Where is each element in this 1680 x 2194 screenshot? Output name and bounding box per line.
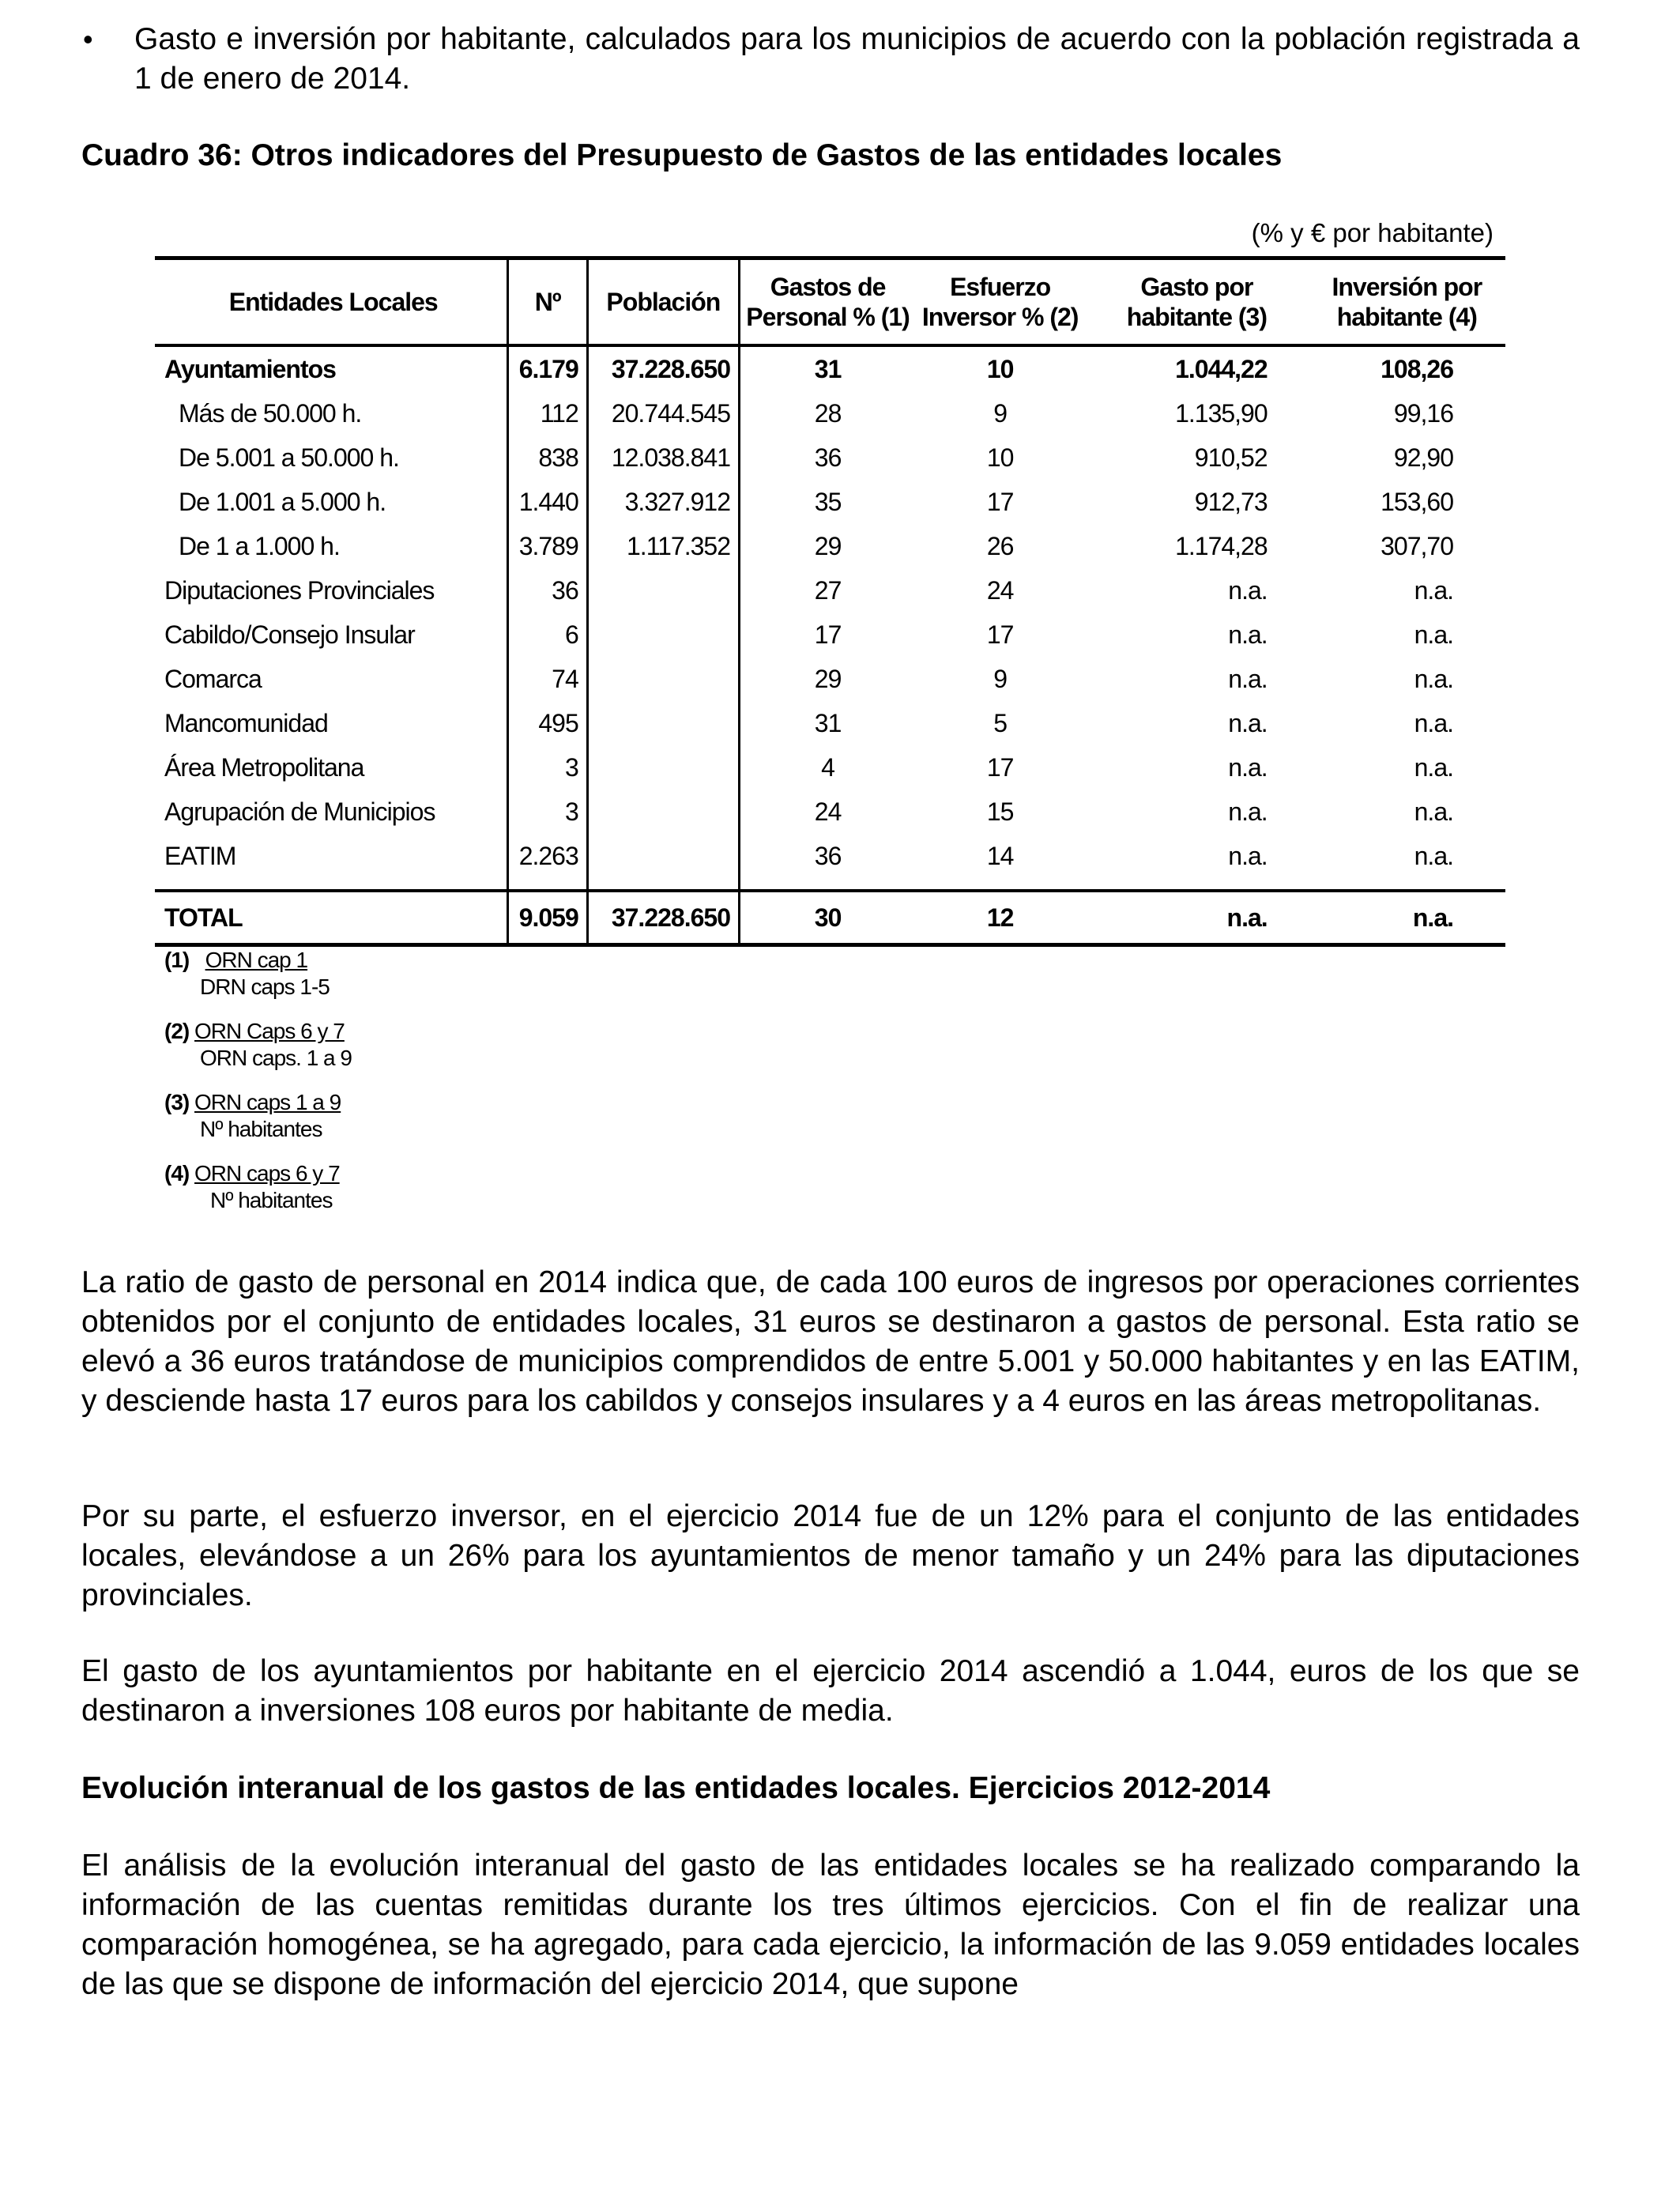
row-numero: 3: [508, 790, 587, 834]
row-name: Área Metropolitana: [164, 753, 364, 782]
row-gasto-hab: 910,52: [1194, 443, 1268, 472]
table-row: [155, 834, 1505, 878]
row-gasto-hab: n.a.: [1228, 576, 1268, 605]
row-gastos-personal: 17: [814, 620, 842, 649]
row-esfuerzo: 5: [993, 709, 1008, 737]
row-gasto-hab: n.a.: [1228, 753, 1268, 782]
row-poblacion: [587, 568, 739, 613]
total-inversion-hab: n.a.: [1309, 891, 1505, 945]
total-numero: 9.059: [508, 891, 587, 945]
row-esfuerzo: 14: [986, 842, 1014, 870]
header-entidades: Entidades Locales: [155, 258, 508, 346]
row-numero: 1.440: [508, 480, 587, 524]
row-gasto-hab: 912,73: [1194, 488, 1268, 516]
table-row: [155, 701, 1505, 745]
row-gasto-hab: 1.135,90: [1175, 399, 1268, 428]
row-numero: 6.179: [508, 345, 587, 391]
table-row: [155, 480, 1505, 524]
row-esfuerzo: 26: [986, 532, 1014, 560]
footnote-number: (2): [164, 1019, 190, 1043]
footnote-numerator: ORN cap 1: [205, 948, 308, 972]
row-gastos-personal: 36: [814, 842, 842, 870]
header-esfuerzo-line1: Esfuerzo: [950, 273, 1051, 301]
indicators-table: [155, 256, 1505, 947]
row-inversion-hab: n.a.: [1414, 797, 1453, 826]
footnote-numerator: ORN caps 6 y 7: [194, 1161, 340, 1186]
row-gasto-hab: n.a.: [1228, 620, 1268, 649]
row-gasto-hab: n.a.: [1228, 797, 1268, 826]
paragraph-personal-ratio: La ratio de gasto de personal en 2014 indica que, de cada 100 euros de ingresos por operaciones corrientes obtenidos por el conjunto de entidades locales, 31 euros se destinaron a gastos de personal. Esta ratio se elevó a 36 euros tratándose de municipios comprendidos de entre 5.001 y 50.000 habitantes y en las EATIM, y desciende hasta 17 euros para los cabildos y consejos insulares y a 4 euros en las áreas metropolitanas.: [81, 1265, 1580, 1418]
header-esfuerzo-line2: Inversor % (2): [921, 303, 1079, 331]
row-esfuerzo: 17: [986, 488, 1014, 516]
row-esfuerzo: 17: [986, 753, 1014, 782]
table-total-row: [155, 891, 1505, 945]
footnote-numerator: ORN Caps 6 y 7: [194, 1019, 345, 1043]
row-poblacion: 20.744.545: [587, 391, 739, 435]
footnote-1: [164, 947, 480, 1001]
table-row: [155, 745, 1505, 790]
row-gasto-hab: n.a.: [1228, 709, 1268, 737]
footnote-denominator: DRN caps 1-5: [200, 974, 330, 999]
table-title: Cuadro 36: Otros indicadores del Presupuesto de Gastos de las entidades locales: [81, 138, 1283, 172]
row-poblacion: [587, 834, 739, 878]
intro-bullet-text: Gasto e inversión por habitante, calculados para los municipios de acuerdo con la población registrada a 1 de enero de 2014.: [134, 22, 1580, 96]
paragraph-gasto-habitante: El gasto de los ayuntamientos por habitante en el ejercicio 2014 ascendió a 1.044, euros de los que se destinaron a inversiones 108 euros por habitante de media.: [81, 1654, 1580, 1728]
row-inversion-hab: 99,16: [1393, 399, 1453, 428]
total-gasto-hab: n.a.: [1085, 891, 1309, 945]
table-row: [155, 435, 1505, 480]
header-gasto-habitante: [1085, 258, 1309, 346]
row-esfuerzo: 9: [993, 399, 1008, 428]
row-inversion-hab: n.a.: [1414, 620, 1453, 649]
row-numero: 2.263: [508, 834, 587, 878]
footnote-2: [164, 1018, 480, 1072]
total-name: TOTAL: [155, 891, 508, 945]
row-numero: 495: [508, 701, 587, 745]
row-name: De 1.001 a 5.000 h.: [179, 488, 386, 516]
footnote-denominator: Nº habitantes: [200, 1117, 322, 1141]
row-gastos-personal: 24: [814, 797, 842, 826]
footnote-numerator: ORN caps 1 a 9: [194, 1090, 341, 1114]
units-note: (% y € por habitante): [1251, 218, 1494, 247]
table-row: [155, 345, 1505, 391]
row-inversion-hab: 92,90: [1393, 443, 1453, 472]
table-header-row: [155, 258, 1505, 346]
table-row: [155, 391, 1505, 435]
row-gastos-personal: 27: [814, 576, 842, 605]
row-name: Diputaciones Provinciales: [164, 576, 435, 605]
row-inversion-hab: n.a.: [1414, 709, 1453, 737]
footnote-number: (1): [164, 948, 190, 972]
row-numero: 3.789: [508, 524, 587, 568]
row-poblacion: 37.228.650: [587, 345, 739, 391]
row-gastos-personal: 35: [814, 488, 842, 516]
table-row: [155, 657, 1505, 701]
header-inversion-hab-line1: Inversión por: [1332, 273, 1482, 301]
bullet-dot-icon: •: [83, 23, 93, 55]
row-gastos-personal: 29: [814, 665, 842, 693]
row-poblacion: [587, 745, 739, 790]
row-name: Más de 50.000 h.: [179, 399, 362, 428]
row-numero: 6: [508, 613, 587, 657]
section-heading: Evolución interanual de los gastos de las entidades locales. Ejercicios 2012-2014: [81, 1771, 1271, 1805]
row-inversion-hab: 307,70: [1381, 532, 1453, 560]
row-inversion-hab: n.a.: [1414, 753, 1453, 782]
row-name: Mancomunidad: [164, 709, 328, 737]
row-gasto-hab: n.a.: [1228, 665, 1268, 693]
total-poblacion: 37.228.650: [587, 891, 739, 945]
row-gasto-hab: 1.174,28: [1175, 532, 1268, 560]
header-gasto-hab-line2: habitante (3): [1126, 303, 1267, 331]
row-name: Ayuntamientos: [164, 355, 336, 383]
table-row: [155, 568, 1505, 613]
paragraph-evolucion: El análisis de la evolución interanual del gasto de las entidades locales se ha realizado comparando la información de las cuentas remitidas durante los tres últimos ejercicios. Con el fin de realizar una comparación homogénea, se ha agregado, para cada ejercicio, la información de las 9.059 entidades locales de las que se dispone de información del ejercicio 2014, que supone: [81, 1849, 1580, 2001]
row-poblacion: [587, 701, 739, 745]
row-name: Comarca: [164, 665, 262, 693]
row-inversion-hab: 153,60: [1381, 488, 1453, 516]
row-gasto-hab: 1.044,22: [1175, 355, 1268, 383]
row-name: De 5.001 a 50.000 h.: [179, 443, 399, 472]
header-inversion-hab-line2: habitante (4): [1336, 303, 1477, 331]
row-esfuerzo: 24: [986, 576, 1014, 605]
header-numero: Nº: [508, 258, 587, 346]
row-poblacion: [587, 657, 739, 701]
total-gastos-personal: 30: [739, 891, 915, 945]
table-separator-row: [155, 878, 1505, 891]
row-numero: 838: [508, 435, 587, 480]
footnote-denominator: ORN caps. 1 a 9: [200, 1046, 352, 1070]
row-name: EATIM: [164, 842, 236, 870]
row-gastos-personal: 36: [814, 443, 842, 472]
row-gastos-personal: 31: [814, 355, 842, 383]
row-name: Agrupación de Municipios: [164, 797, 435, 826]
row-gastos-personal: 4: [821, 753, 834, 782]
row-gastos-personal: 28: [814, 399, 842, 428]
row-esfuerzo: 9: [993, 665, 1008, 693]
row-numero: 3: [508, 745, 587, 790]
row-poblacion: [587, 790, 739, 834]
table-row: [155, 524, 1505, 568]
row-gastos-personal: 31: [814, 709, 842, 737]
row-poblacion: 1.117.352: [587, 524, 739, 568]
header-gastos-personal: [739, 258, 915, 346]
header-gastos-personal-line1: Gastos de: [770, 273, 886, 301]
row-poblacion: 12.038.841: [587, 435, 739, 480]
intro-bullet: [81, 20, 1580, 99]
row-inversion-hab: 108,26: [1381, 355, 1453, 383]
row-gastos-personal: 29: [814, 532, 842, 560]
footnote-denominator: Nº habitantes: [210, 1188, 333, 1212]
row-name: De 1 a 1.000 h.: [179, 532, 340, 560]
row-poblacion: [587, 613, 739, 657]
row-esfuerzo: 10: [986, 443, 1014, 472]
header-gastos-personal-line2: Personal % (1): [746, 303, 910, 331]
row-esfuerzo: 17: [986, 620, 1014, 649]
table-row: [155, 613, 1505, 657]
row-poblacion: 3.327.912: [587, 480, 739, 524]
header-gasto-hab-line1: Gasto por: [1140, 273, 1253, 301]
row-gasto-hab: n.a.: [1228, 842, 1268, 870]
footnote-number: (3): [164, 1090, 190, 1114]
row-esfuerzo: 15: [986, 797, 1014, 826]
footnote-4: [164, 1160, 480, 1214]
footnote-number: (4): [164, 1161, 190, 1186]
total-esfuerzo: 12: [915, 891, 1085, 945]
row-inversion-hab: n.a.: [1414, 842, 1453, 870]
row-numero: 36: [508, 568, 587, 613]
header-inversion-habitante: [1309, 258, 1505, 346]
row-inversion-hab: n.a.: [1414, 665, 1453, 693]
footnote-3: [164, 1089, 480, 1143]
header-esfuerzo-inversor: [915, 258, 1085, 346]
paragraph-esfuerzo-inversor: Por su parte, el esfuerzo inversor, en el ejercicio 2014 fue de un 12% para el conjunto de las entidades locales, elevándose a un 26% para los ayuntamientos de menor tamaño y un 24% para las diputaciones provinciales.: [81, 1499, 1580, 1612]
row-numero: 74: [508, 657, 587, 701]
row-numero: 112: [508, 391, 587, 435]
header-poblacion: Población: [587, 258, 739, 346]
row-esfuerzo: 10: [986, 355, 1014, 383]
table-row: [155, 790, 1505, 834]
row-inversion-hab: n.a.: [1414, 576, 1453, 605]
row-name: Cabildo/Consejo Insular: [164, 620, 415, 649]
